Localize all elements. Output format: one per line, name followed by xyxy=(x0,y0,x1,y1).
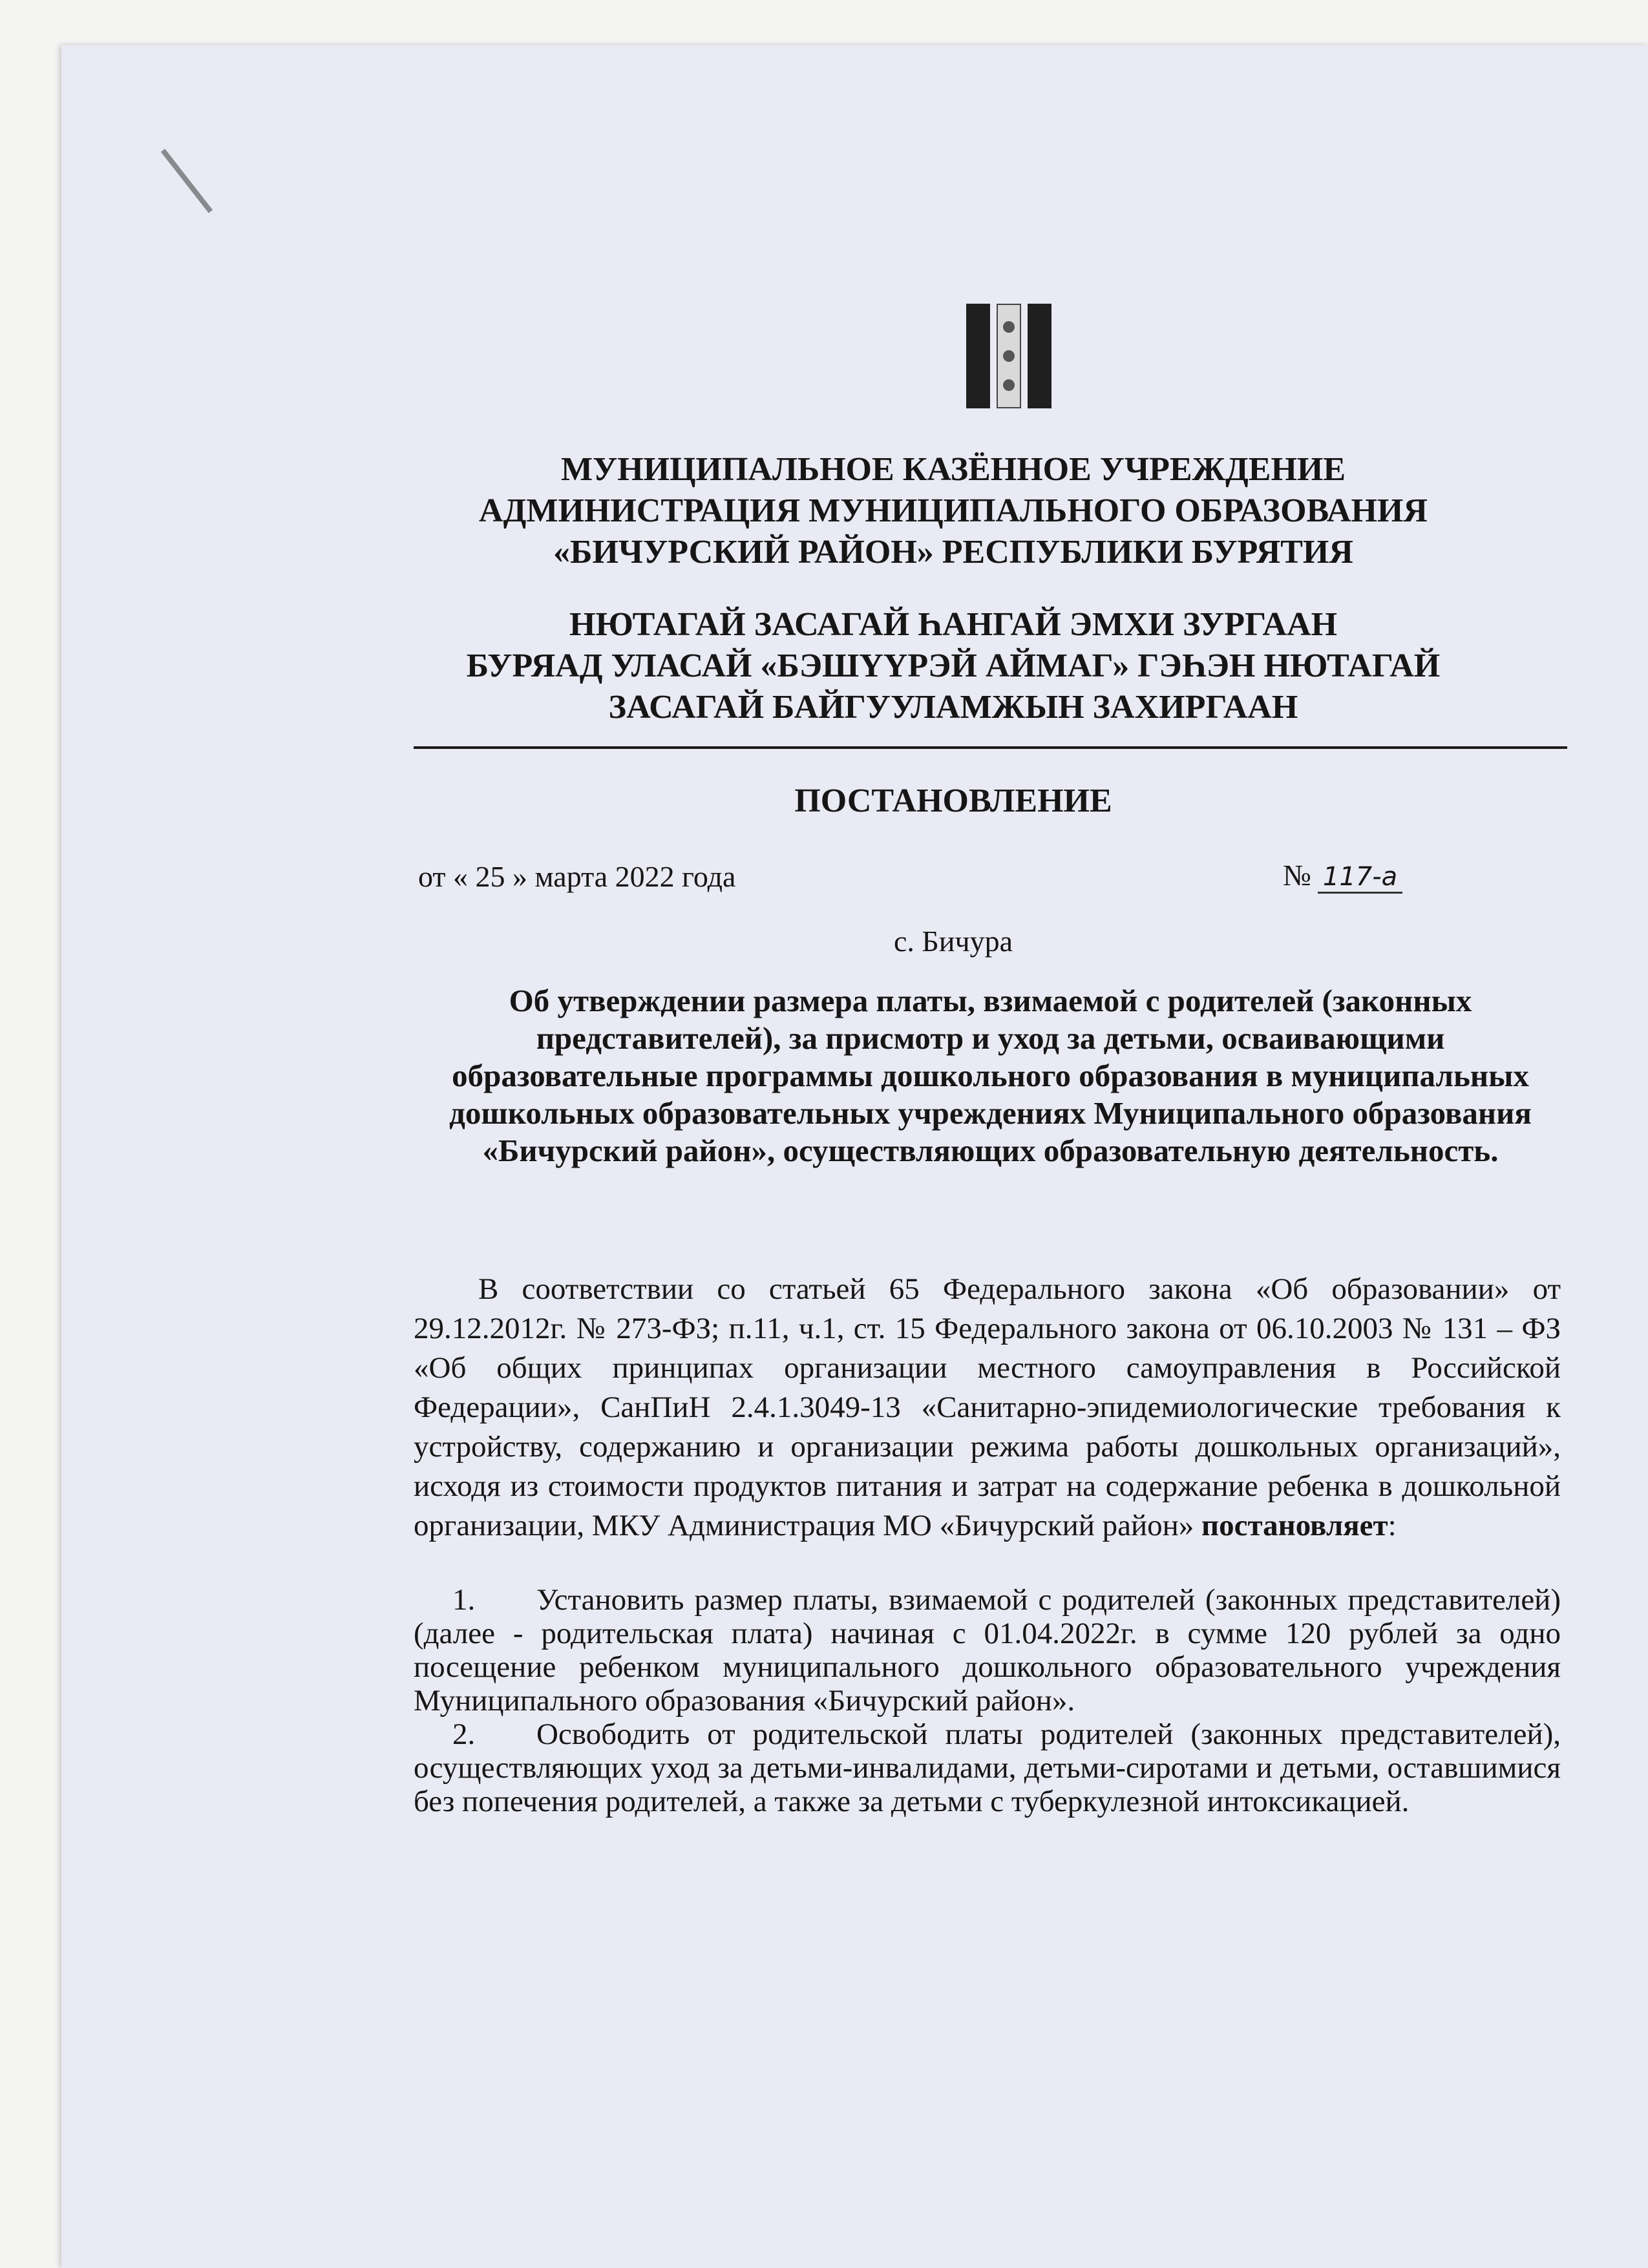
emblem-center xyxy=(997,304,1022,408)
document-subject: Об утверждении размера платы, взимаемой с родителей (законных представителей), за присмотр и уход за детьми, осваивающими образовательные программы дошкольного образования в муниципальных дошкольных образовательных учреждениях Муниципального образования «Бичурский район», осуществляющих образовательную деятельность. xyxy=(449,983,1532,1168)
preamble-end: : xyxy=(1388,1509,1397,1542)
header-line: ЗАСАГАЙ БАЙГУУЛАМЖЫН ЗАХИРГААН xyxy=(608,689,1298,726)
document-page xyxy=(61,45,1648,2268)
document-date: от « 25 » марта 2022 года xyxy=(418,860,736,893)
item-number: 1. xyxy=(452,1583,476,1617)
resolution-item xyxy=(414,1583,1561,1717)
header-divider xyxy=(414,746,1567,749)
scan-mark xyxy=(161,149,213,213)
resolution-items xyxy=(414,1583,1561,1818)
document-type: ПОСТАНОВЛЕНИЕ xyxy=(794,782,1112,819)
emblem-stripe-left xyxy=(966,304,990,408)
organization-name-russian xyxy=(410,449,1496,573)
preamble-bold: постановляет xyxy=(1201,1509,1388,1542)
item-text: Установить размер платы, взимаемой с родителей (законных представителей) (далее - родительская плата) начиная с 01.04.2022г. в сумме 120 рублей за одно посещение ребенком муниципального дошкольного образовательного учреждения Муниципального образования «Бичурский район». xyxy=(414,1583,1561,1717)
item-number: 2. xyxy=(452,1717,476,1751)
document-body xyxy=(414,1270,1561,1818)
item-text: Освободить от родительской платы родителей (законных представителей), осуществляющих уход за детьми-инвалидами, детьми-сиротами и детьми, оставшимися без попечения родителей, а также за детьми с туберкулезной интоксикацией. xyxy=(414,1717,1561,1818)
number-label: № xyxy=(1283,859,1311,892)
emblem-stripe-right xyxy=(1028,304,1051,408)
header-line: АДМИНИСТРАЦИЯ МУНИЦИПАЛЬНОГО ОБРАЗОВАНИЯ xyxy=(479,492,1428,529)
header-line: БУРЯАД УЛАСАЙ «БЭШҮҮРЭЙ АЙМАГ» ГЭҺЭН НЮТАГАЙ xyxy=(466,647,1441,684)
preamble-paragraph xyxy=(414,1270,1561,1546)
header-line: НЮТАГАЙ ЗАСАГАЙ ҺАНГАЙ ЭМХИ ЗУРГААН xyxy=(569,606,1338,643)
header-line: МУНИЦИПАЛЬНОЕ КАЗЁННОЕ УЧРЕЖДЕНИЕ xyxy=(560,451,1346,488)
preamble-text: В соответствии со статьей 65 Федерального закона «Об образовании» от 29.12.2012г. № 273-ФЗ; п.11, ч.1, ст. 15 Федерального закона от 06.10.2003 № 131 – ФЗ «Об общих принципах организации местного самоуправления в Российской Федерации», СанПиН 2.4.1.3049-13 «Санитарно-эпидемиологические требования к устройству, содержанию и организации режима работы дошкольных организаций», исходя из стоимости продуктов питания и затрат на содержание ребенка в дошкольной организации, МКУ Администрация МО «Бичурский район» xyxy=(414,1272,1561,1542)
header-line: «БИЧУРСКИЙ РАЙОН» РЕСПУБЛИКИ БУРЯТИЯ xyxy=(553,534,1353,571)
coat-of-arms-icon xyxy=(966,304,1051,408)
resolution-item xyxy=(414,1717,1561,1818)
organization-name-buryat xyxy=(410,604,1496,728)
number-value: 117-а xyxy=(1318,862,1402,894)
document-number xyxy=(1283,858,1402,894)
document-place: с. Бичура xyxy=(894,925,1013,958)
